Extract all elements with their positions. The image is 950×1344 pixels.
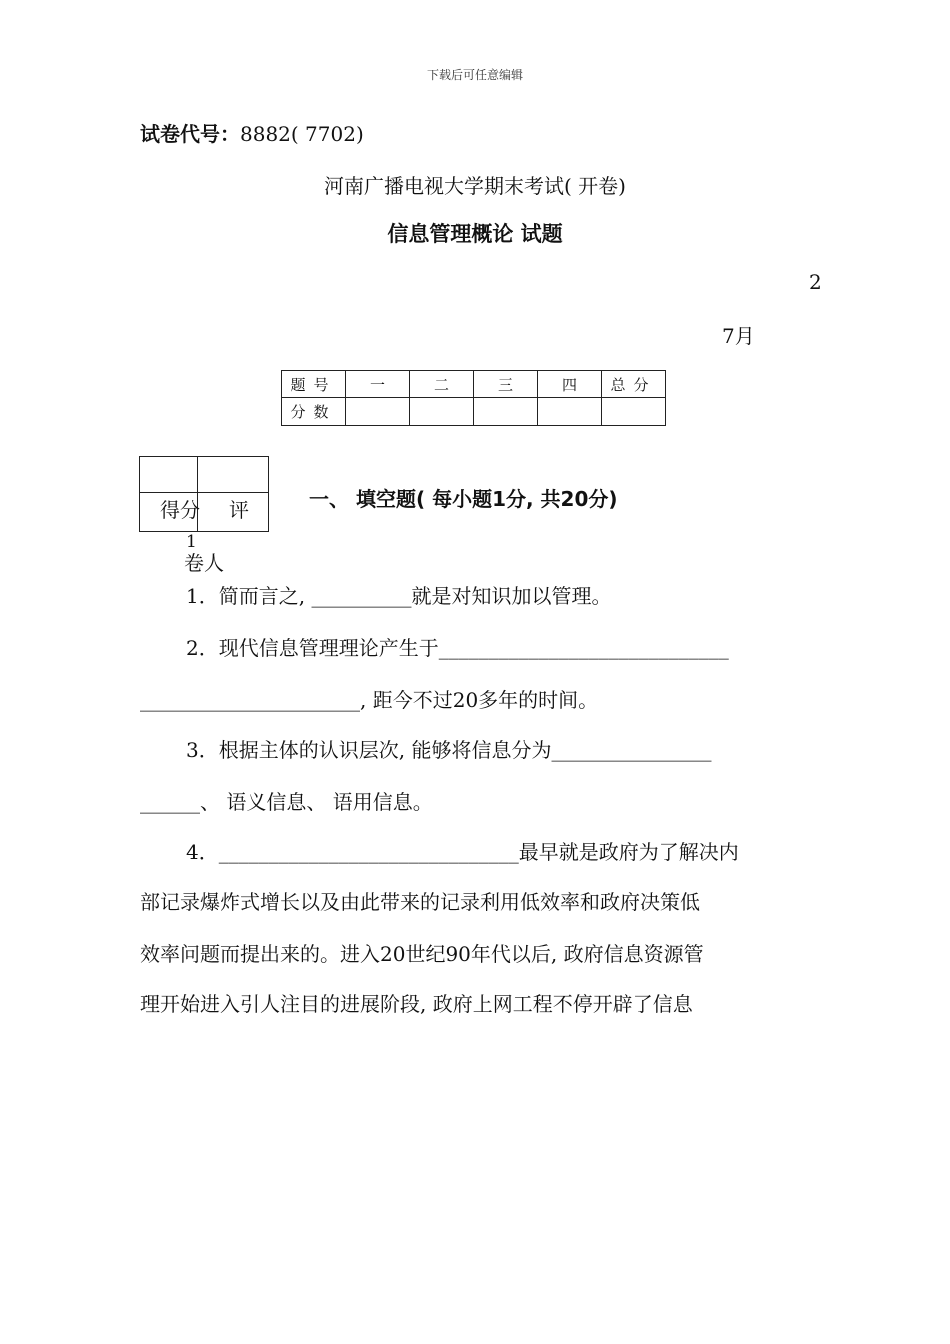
question-4-line-3: 效率问题而提出来的。进入20世纪90年代以后, 政府信息资源管 [140,942,704,966]
score-cell-4 [538,398,602,426]
header-note: 下载后可任意编辑 [426,68,523,82]
col-header-3: 三 [474,371,538,398]
question-3-line-1: 3．根据主体的认识层次, 能够将信息分为________________ [186,738,712,762]
grader-stray-number: 1 [186,532,197,552]
col-header-total: 总分 [602,371,666,398]
grader-person-label: 卷人 [184,551,224,575]
col-header-4: 四 [538,371,602,398]
row-header-question-no: 题号 [282,371,346,398]
score-cell-1 [346,398,410,426]
grader-box-divider-horizontal [140,492,268,493]
grader-box [139,456,269,532]
exam-code [140,118,364,147]
row-header-score: 分数 [282,398,346,426]
col-header-1: 一 [346,371,410,398]
date-fragment-year: 2 [809,270,822,294]
exam-code-label: 试卷代号： [140,122,240,146]
section-title: 一、 填空题( 每小题1分, 共20分) [309,487,618,511]
grader-review-label: 评 [229,498,249,522]
col-header-2: 二 [410,371,474,398]
question-3-line-2: ______、 语义信息、 语用信息。 [140,790,433,814]
grader-score-label: 得分 [160,498,200,522]
score-table [281,370,666,426]
score-cell-3 [474,398,538,426]
score-table-score-row [282,398,666,426]
score-cell-total [602,398,666,426]
date-fragment-month: 7月 [722,324,755,348]
score-cell-2 [410,398,474,426]
question-4-line-4: 理开始进入引人注目的进展阶段, 政府上网工程不停开辟了信息 [140,992,693,1016]
question-1: 1．简而言之, __________就是对知识加以管理。 [186,584,612,608]
question-2-line-2: ______________________, 距今不过20多年的时间。 [140,688,599,712]
question-2-line-1: 2．现代信息管理理论产生于_____________________________ [186,636,729,660]
exam-title: 信息管理概论 试题 [387,222,563,246]
exam-code-value: 8882( 7702) [240,122,364,146]
question-4-line-1: 4．______________________________最早就是政府为了解决内 [186,840,739,864]
score-table-header-row [282,371,666,398]
question-4-line-2: 部记录爆炸式增长以及由此带来的记录利用低效率和政府决策低 [140,890,700,914]
school-line: 河南广播电视大学期末考试( 开卷) [324,174,626,198]
